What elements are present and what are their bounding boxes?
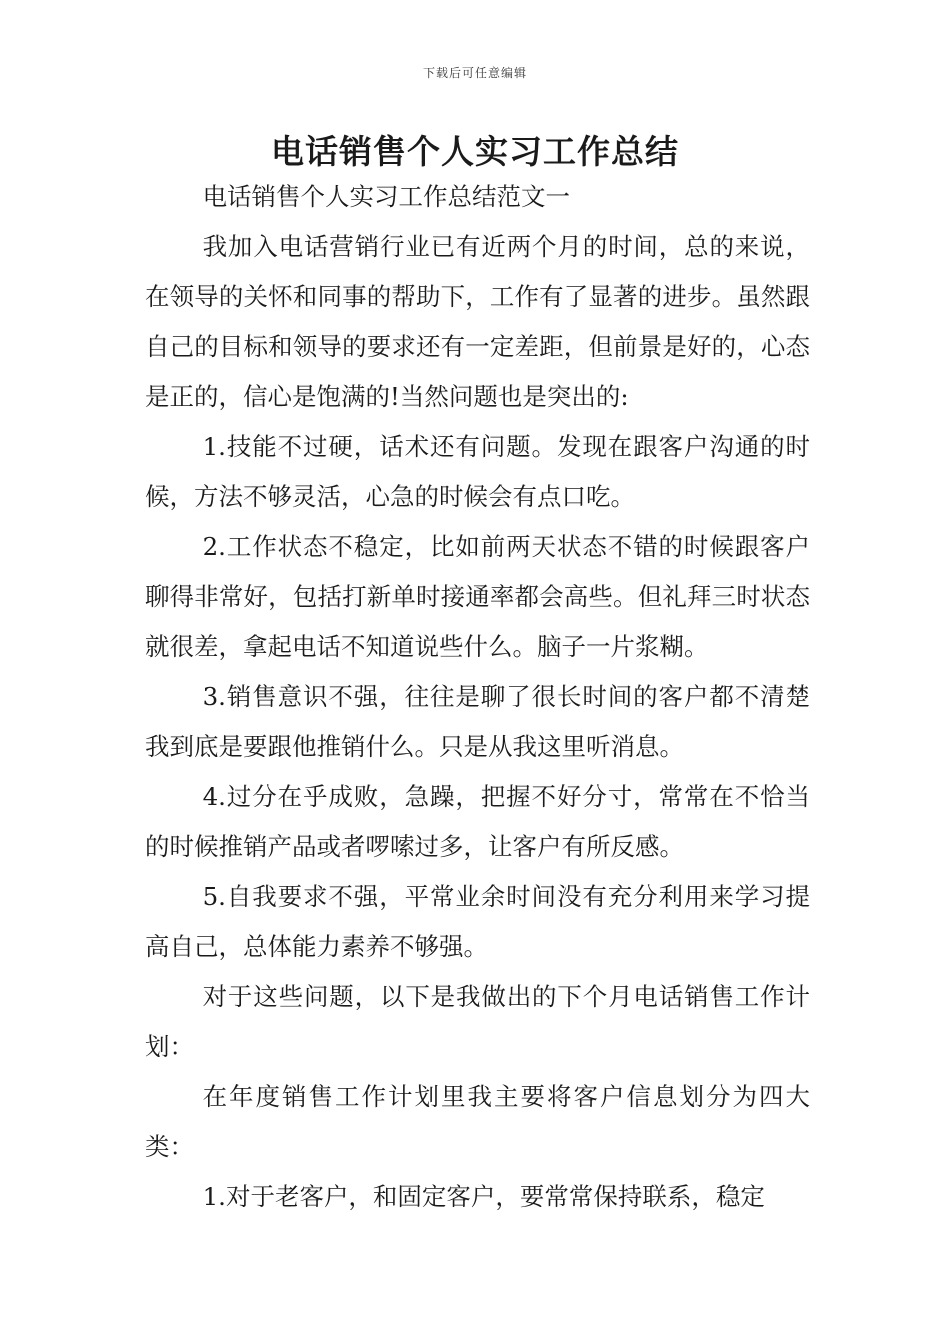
- paragraph-subtitle: 电话销售个人实习工作总结范文一: [202, 182, 571, 211]
- document-title: 电话销售个人实习工作总结: [271, 132, 679, 171]
- paragraph-intro: 我加入电话营销行业已有近两个月的时间，总的来说，在领导的关怀和同事的帮助下，工作有了显著的进步。虽然跟自己的目标和领导的要求还有一定差距，但前景是好的，心态是正的，信心是饱满的!当然问题也是突出的:: [145, 232, 810, 411]
- header-note: 下载后可任意编辑: [422, 66, 527, 80]
- paragraph-item-1: 1.技能不过硬，话术还有问题。发现在跟客户沟通的时候，方法不够灵活，心急的时候会有点口吃。: [145, 432, 810, 511]
- paragraph-item-2: 2.工作状态不稳定，比如前两天状态不错的时候跟客户聊得非常好，包括打新单时接通率都会高些。但礼拜三时状态就很差，拿起电话不知道说些什么。脑子一片浆糊。: [145, 532, 810, 661]
- paragraph-category-1: 1.对于老客户，和固定客户，要常常保持联系，稳定: [202, 1182, 765, 1211]
- document-body: [145, 172, 810, 1222]
- paragraph-plan-intro: 对于这些问题，以下是我做出的下个月电话销售工作计划：: [145, 982, 810, 1061]
- paragraph-item-3: 3.销售意识不强，往往是聊了很长时间的客户都不清楚我到底是要跟他推销什么。只是从我这里听消息。: [145, 682, 810, 761]
- paragraph-categories-intro: 在年度销售工作计划里我主要将客户信息划分为四大类：: [145, 1082, 810, 1161]
- paragraph-item-5: 5.自我要求不强，平常业余时间没有充分利用来学习提高自己，总体能力素养不够强。: [145, 882, 810, 961]
- paragraph-item-4: 4.过分在乎成败，急躁，把握不好分寸，常常在不恰当的时候推销产品或者啰嗦过多，让客户有所反感。: [145, 782, 810, 861]
